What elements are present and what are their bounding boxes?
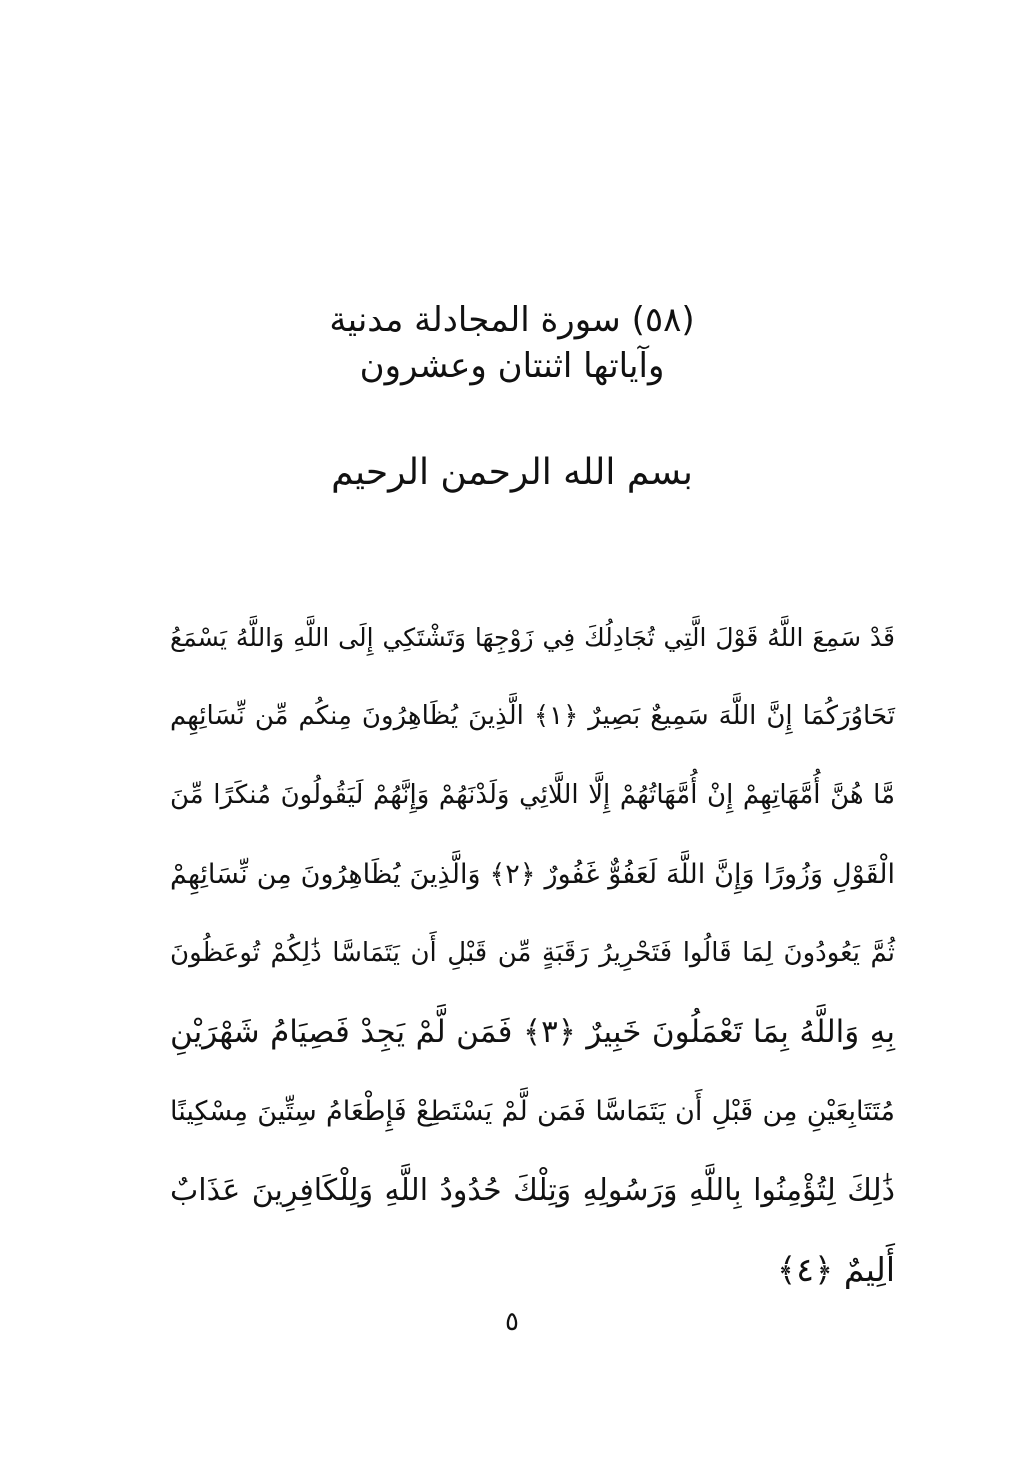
verse-text-block (170, 598, 895, 1309)
verse-line: قَدْ سَمِعَ اللَّهُ قَوْلَ الَّتِي تُجَادِلُكَ فِي زَوْجِهَا وَتَشْتَكِي إِلَى اللَّهِ وَاللَّهُ يَسْمَعُ (170, 623, 895, 652)
verse-line: ثُمَّ يَعُودُونَ لِمَا قَالُوا فَتَحْرِيرُ رَقَبَةٍ مِّن قَبْلِ أَن يَتَمَاسَّا ذَٰلِكُمْ تُوعَظُونَ (170, 938, 895, 968)
verse-line: تَحَاوُرَكُمَا إِنَّ اللَّهَ سَمِيعٌ بَصِيرٌ ﴿١﴾ الَّذِينَ يُظَاهِرُونَ مِنكُم مِّن نِّسَائِهِم (170, 701, 895, 731)
basmala: بسم الله الرحمن الرحيم (331, 452, 693, 493)
verse-line: الْقَوْلِ وَزُورًا وَإِنَّ اللَّهَ لَعَفُوٌّ غَفُورٌ ﴿٢﴾ وَالَّذِينَ يُظَاهِرُونَ مِن نِّسَائِهِمْ (170, 859, 895, 890)
verse-line: مُتَتَابِعَيْنِ مِن قَبْلِ أَن يَتَمَاسَّا فَمَن لَّمْ يَسْتَطِعْ فَإِطْعَامُ سِتِّينَ مِسْكِينًا (170, 1096, 895, 1127)
page-number: ٥ (505, 1307, 519, 1337)
verse-line: ذَٰلِكَ لِتُؤْمِنُوا بِاللَّهِ وَرَسُولِهِ وَتِلْكَ حُدُودُ اللَّهِ وَلِلْكَافِرِينَ عَذَابٌ (170, 1173, 895, 1208)
surah-title: (٥٨) سورة المجادلة مدنية (329, 300, 695, 340)
verse-count: وآياتها اثنتان وعشرون (359, 346, 665, 386)
verse-line: مَّا هُنَّ أُمَّهَاتِهِمْ إِنْ أُمَّهَاتُهُمْ إِلَّا اللَّائِي وَلَدْنَهُمْ وَإِنَّهُمْ لَيَقُولُونَ مُنكَرًا مِّنَ (170, 780, 895, 810)
verse-line: أَلِيمٌ ﴿٤﴾ (776, 1250, 895, 1289)
verse-line: بِهِ وَاللَّهُ بِمَا تَعْمَلُونَ خَبِيرٌ ﴿٣﴾ فَمَن لَّمْ يَجِدْ فَصِيَامُ شَهْرَيْنِ (170, 1014, 895, 1050)
surah-header (0, 298, 1024, 388)
